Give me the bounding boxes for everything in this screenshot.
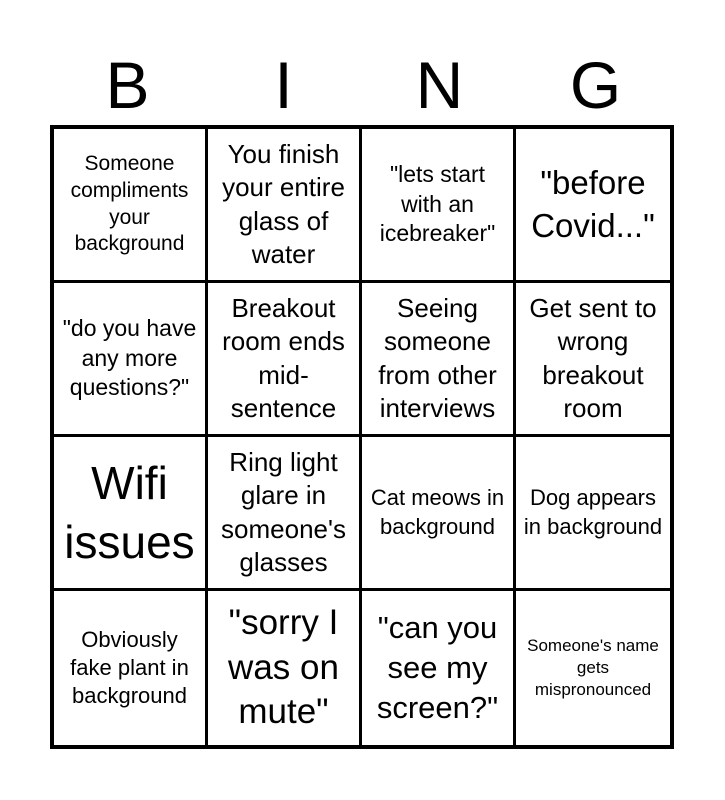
bingo-cell[interactable] bbox=[516, 437, 670, 591]
bingo-cell[interactable] bbox=[516, 283, 670, 437]
bingo-cell[interactable] bbox=[362, 591, 516, 745]
cell-text: "sorry I was on mute" bbox=[228, 602, 339, 732]
bingo-cell[interactable] bbox=[208, 283, 362, 437]
bingo-cell[interactable] bbox=[362, 437, 516, 591]
bingo-cell[interactable] bbox=[208, 591, 362, 745]
bingo-header bbox=[50, 50, 674, 120]
cell-text: "can you see my screen?" bbox=[376, 610, 499, 725]
bingo-cell[interactable] bbox=[362, 283, 516, 437]
header-letter-i: I bbox=[274, 48, 293, 122]
cell-text: "lets start with an icebreaker" bbox=[379, 161, 496, 247]
header-letter-b: B bbox=[105, 48, 150, 122]
cell-text: Someone's name gets mispronounced bbox=[527, 636, 659, 699]
bingo-cell[interactable] bbox=[208, 129, 362, 283]
cell-text: Someone compliments your background bbox=[70, 151, 189, 256]
bingo-card-grid bbox=[50, 125, 674, 749]
cell-text: "do you have any more questions?" bbox=[62, 315, 197, 401]
cell-text: Obviously fake plant in background bbox=[70, 626, 189, 709]
cell-text: You finish your entire glass of water bbox=[222, 138, 345, 269]
cell-text: Ring light glare in someone's glasses bbox=[221, 446, 346, 577]
bingo-cell[interactable] bbox=[54, 591, 208, 745]
bingo-cell[interactable] bbox=[516, 129, 670, 283]
bingo-cell[interactable] bbox=[362, 129, 516, 283]
cell-text: Breakout room ends mid-sentence bbox=[222, 292, 345, 423]
bingo-cell[interactable] bbox=[208, 437, 362, 591]
cell-text: Wifi issues bbox=[64, 456, 195, 568]
bingo-cell[interactable] bbox=[54, 129, 208, 283]
cell-text: Get sent to wrong breakout room bbox=[529, 292, 657, 423]
cell-text: Dog appears in background bbox=[523, 485, 663, 539]
bingo-cell[interactable] bbox=[54, 437, 208, 591]
cell-text: "before Covid..." bbox=[531, 164, 655, 244]
cell-text: Seeing someone from other interviews bbox=[378, 292, 497, 423]
cell-text: Cat meows in background bbox=[370, 485, 505, 539]
header-letter-g: G bbox=[569, 48, 622, 122]
header-letter-n: N bbox=[415, 48, 464, 122]
bingo-cell[interactable] bbox=[516, 591, 670, 745]
bingo-cell[interactable] bbox=[54, 283, 208, 437]
